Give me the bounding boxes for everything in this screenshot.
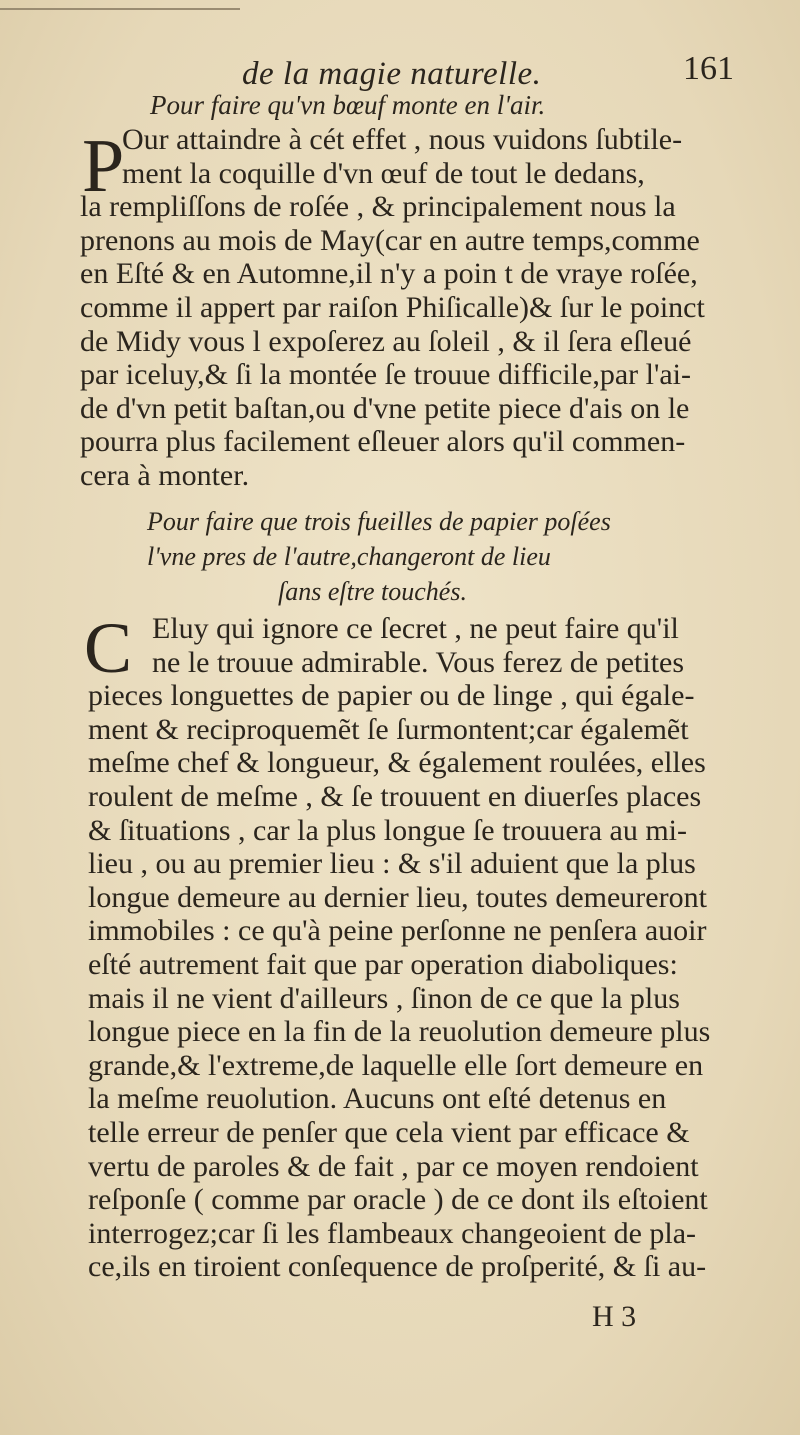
running-title: de la magie naturelle. [242,56,542,92]
text-line: roulent de meſme , & ſe trouuent en diuerſes places [88,779,702,813]
section-title-1: Pour faire qu'vn bœuf monte en l'air. [150,90,546,120]
text-line: cera à monter. [80,458,250,492]
text-line: ment la coquille d'vn œuf de tout le dedans, [122,156,645,190]
text-line: ce,ils en tiroient conſequence de proſperité, & ſi au- [88,1250,707,1284]
text-line: de d'vn petit baſtan,ou d'vne petite piece d'ais on le [80,391,690,425]
text-line: eſté autrement fait que par operation diaboliques: [88,947,678,981]
text-line: telle erreur de penſer que cela vient par efficace & [88,1115,690,1149]
section-title-2-line-2: l'vne pres de l'autre,changeront de lieu [147,542,551,571]
text-line: pieces longuettes de papier ou de linge , qui égale- [88,679,695,713]
text-line: comme il appert par raiſon Phiſicalle)& ſur le poinct [80,290,705,324]
text-line: & ſituations , car la plus longue ſe trouuera au mi- [88,813,688,847]
text-line: ne le trouue admirable. Vous ferez de petites [152,645,685,679]
page-number: 161 [683,50,734,87]
text-line: Our attaindre à cét effet , nous vuidons ſubtile- [122,123,683,156]
text-line: la meſme reuolution. Aucuns ont eſté detenus en [88,1082,667,1116]
text-line: vertu de paroles & de fait , par ce moyen rendoient [88,1149,699,1183]
text-line: longue demeure au dernier lieu, toutes demeureront [88,880,707,914]
text-line: grande,& l'extreme,de laquelle elle ſort demeure en [88,1048,704,1082]
text-line: interrogez;car ſi les flambeaux changeoient de pla- [88,1216,697,1250]
text-line: la rempliſſons de roſée , & principalement nous la [80,190,676,224]
drop-cap-p: P [82,124,125,208]
text-line: de Midy vous l expoſerez au ſoleil , & il ſera eſleué [80,324,692,358]
text-line: ment & reciproquemẽt ſe ſurmontent;car égalemẽt [88,712,689,746]
text-line: longue piece en la fin de la reuolution demeure plus [88,1015,711,1049]
text-line: mais il ne vient d'ailleurs , ſinon de ce que la plus [88,981,680,1015]
section-title-2-line-1: Pour faire que trois fueilles de papier poſées [147,507,611,536]
section-2-body [88,612,788,1284]
section-title-2-line-3: ſans eſtre touchés. [278,577,467,606]
text-line: pourra plus facilement eſleuer alors qu'il commen- [80,425,686,459]
text-line: en Eſté & en Automne,il n'y a poin t de vraye roſée, [80,257,698,291]
text-line: Eluy qui ignore ce ſecret , ne peut faire qu'il [152,612,679,645]
text-line: reſponſe ( comme par oracle ) de ce dont ils eſtoient [88,1183,708,1217]
text-line: lieu , ou au premier lieu : & s'il aduient que la plus [88,847,696,881]
text-line: meſme chef & longueur, & également roulées, elles [88,746,706,780]
text-line: immobiles : ce qu'à peine perſonne ne penſera auoir [88,914,707,948]
text-line: par iceluy,& ſi la montée ſe trouue difficile,par l'ai- [80,358,692,392]
section-1-body [80,123,780,493]
drop-cap-c: C [84,608,133,688]
signature-mark: H 3 [592,1300,637,1333]
text-line: prenons au mois de May(car en autre temps,comme [80,223,700,257]
top-edge-rule [0,8,240,10]
